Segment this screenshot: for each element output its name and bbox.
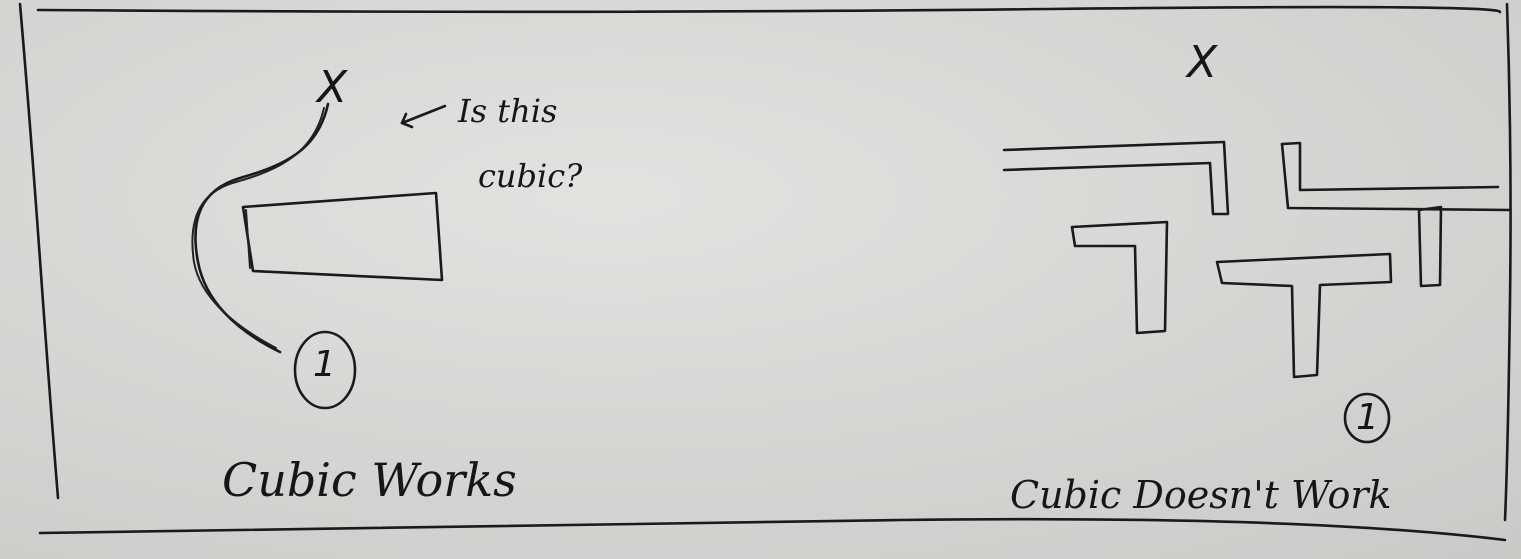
- question-line-1: Is this: [458, 92, 558, 130]
- right-start-mark: 1: [1356, 397, 1379, 438]
- left-caption: Cubic Works: [222, 453, 517, 507]
- left-start-mark: 1: [313, 344, 336, 385]
- left-goal-mark: X: [317, 62, 348, 113]
- right-caption: Cubic Doesn't Work: [1010, 473, 1392, 517]
- right-goal-mark: X: [1187, 37, 1218, 88]
- question-line-2: cubic?: [478, 157, 583, 195]
